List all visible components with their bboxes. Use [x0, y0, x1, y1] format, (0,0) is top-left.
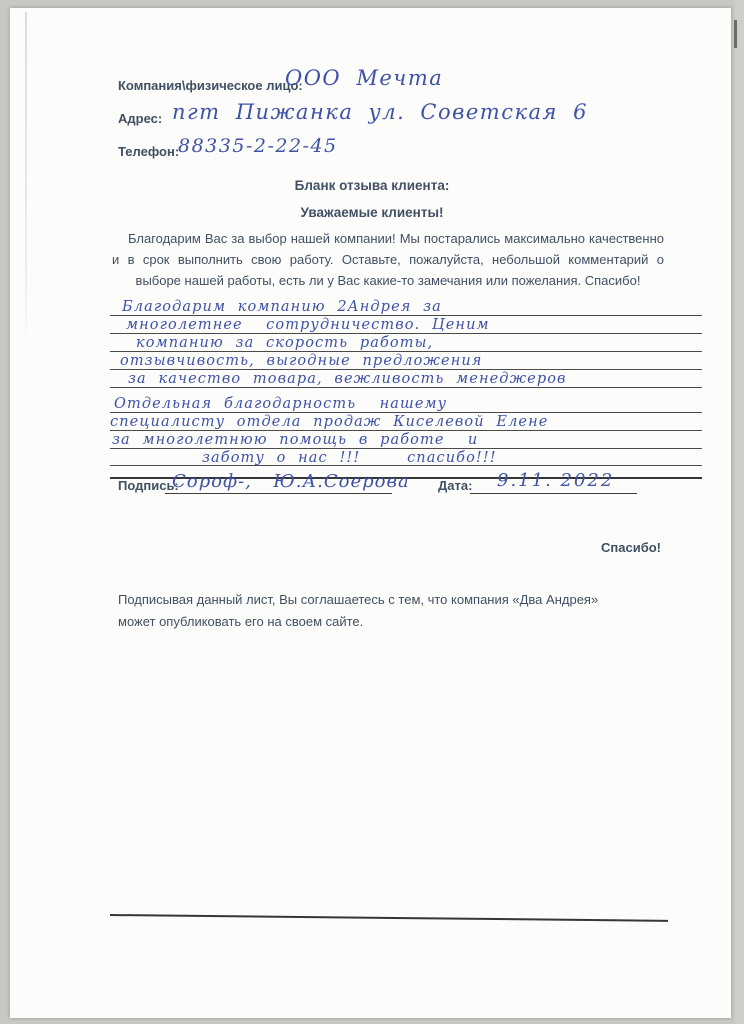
phone-field-label: Телефон: — [118, 144, 180, 159]
review-line: многолетнее сотрудничество. Ценим — [110, 316, 702, 334]
thanks-note: Спасибо! — [601, 540, 661, 555]
review-line: за многолетнюю помощь в работе и — [110, 431, 702, 449]
review-line: отзывчивость, выгодные предложения — [110, 352, 702, 370]
address-field-value: пгт Пижанка ул. Советская 6 — [172, 100, 588, 124]
date-underline — [470, 493, 637, 494]
bottom-divider-line — [110, 914, 668, 922]
review-line: компанию за скорость работы, — [110, 334, 702, 352]
signature-underline — [165, 493, 392, 494]
review-line: Отдельная благодарность нашему — [110, 395, 702, 413]
date-value: 9.11. 2022 — [497, 470, 615, 491]
signature-label: Подпись: — [118, 478, 179, 493]
review-line: за качество товара, вежливость менеджеров — [110, 370, 702, 388]
review-line: Благодарим компанию 2Андрея за — [110, 298, 702, 316]
consent-paragraph: Подписывая данный лист, Вы соглашаетесь с тем, что компания «Два Андрея» может опубликовать его на своем сайте. — [118, 592, 599, 629]
signature-value: Сороф-, Ю.А.Соерова — [172, 471, 410, 492]
form-title: Бланк отзыва клиента: — [294, 178, 450, 193]
company-field-label: Компания\физическое лицо: — [118, 78, 303, 93]
review-line: заботу о нас !!! спасибо!!! — [110, 449, 702, 466]
phone-field-value: 88335-2-22-45 — [178, 135, 338, 157]
review-line: специалисту отдела продаж Киселевой Елене — [110, 413, 702, 431]
address-field-label: Адрес: — [118, 111, 163, 126]
intro-paragraph: Благодарим Вас за выбор нашей компании! Мы постарались максимально качественно и в срок выполнить свою работу. Оставьте, пожалуйста, небольшой комментарий о выборе нашей работы, есть ли у Вас какие-то замечания или пожелания. Спасибо! — [112, 231, 664, 288]
company-field-value: ООО Мечта — [285, 66, 444, 90]
review-block — [110, 298, 702, 479]
date-label: Дата: — [438, 478, 473, 493]
form-greeting: Уважаемые клиенты! — [300, 205, 444, 220]
